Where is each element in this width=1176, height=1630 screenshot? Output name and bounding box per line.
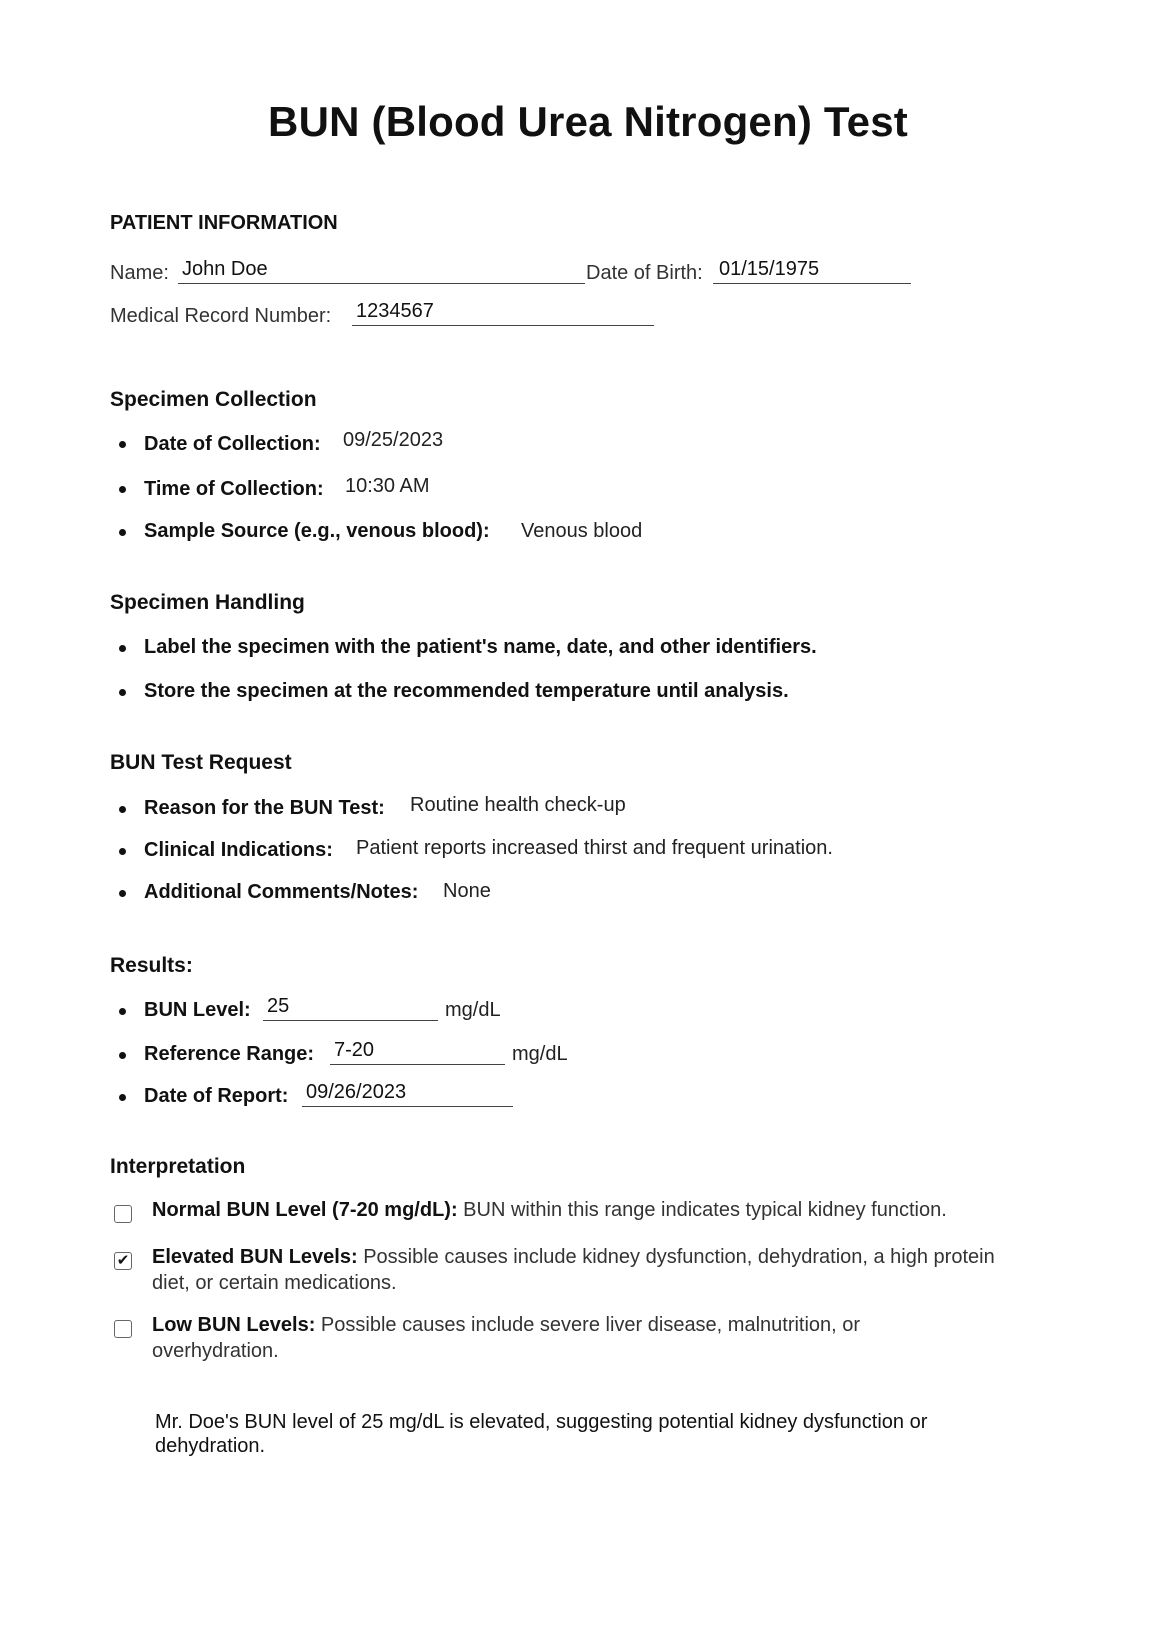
bullet-icon xyxy=(119,806,126,813)
sample-source-label: Sample Source (e.g., venous blood): xyxy=(144,520,490,542)
bun-level-unit: mg/dL xyxy=(445,999,501,1021)
bullet-icon xyxy=(119,486,126,493)
results-heading: Results: xyxy=(110,954,193,977)
report-date-label: Date of Report: xyxy=(144,1085,289,1107)
bullet-icon xyxy=(119,441,126,448)
handling-item: Store the specimen at the recommended temperature until analysis. xyxy=(144,680,789,702)
collection-time-value: 10:30 AM xyxy=(345,475,430,497)
normal-bun-label: Normal BUN Level (7-20 mg/dL): xyxy=(152,1199,458,1221)
bullet-icon xyxy=(119,1008,126,1015)
specimen-collection-heading: Specimen Collection xyxy=(110,388,317,411)
low-bun-label: Low BUN Levels: xyxy=(152,1314,316,1336)
elevated-bun-checkbox[interactable] xyxy=(114,1252,132,1270)
test-request-heading: BUN Test Request xyxy=(110,751,292,774)
dob-field[interactable]: 01/15/1975 xyxy=(713,258,911,284)
low-bun-checkbox[interactable] xyxy=(114,1320,132,1338)
clinical-indications-value: Patient reports increased thirst and frequent urination. xyxy=(356,837,833,859)
collection-date-value: 09/25/2023 xyxy=(343,429,444,451)
patient-info-heading: PATIENT INFORMATION xyxy=(110,212,338,234)
bun-level-label: BUN Level: xyxy=(144,999,251,1021)
comments-value: None xyxy=(443,880,491,902)
clinical-indications-label: Clinical Indications: xyxy=(144,839,333,861)
mrn-field[interactable]: 1234567 xyxy=(352,300,654,326)
interpretation-summary: Mr. Doe's BUN level of 25 mg/dL is elevated, suggesting potential kidney dysfunction or dehydration. xyxy=(155,1411,928,1457)
report-date-field[interactable]: 09/26/2023 xyxy=(302,1081,513,1107)
document-title: BUN (Blood Urea Nitrogen) Test xyxy=(268,98,908,145)
collection-time-label: Time of Collection: xyxy=(144,478,324,500)
normal-bun-text: BUN within this range indicates typical kidney function. xyxy=(463,1199,947,1221)
bullet-icon xyxy=(119,645,126,652)
bullet-icon xyxy=(119,689,126,696)
elevated-bun-label: Elevated BUN Levels: xyxy=(152,1246,358,1268)
bullet-icon xyxy=(119,1052,126,1059)
name-field[interactable]: John Doe xyxy=(178,258,585,284)
bullet-icon xyxy=(119,848,126,855)
check-icon: ✔ xyxy=(116,1252,130,1269)
elevated-bun-option xyxy=(152,1244,1022,1296)
bun-level-field[interactable]: 25 xyxy=(263,995,438,1021)
dob-label: Date of Birth: xyxy=(586,262,703,284)
bullet-icon xyxy=(119,890,126,897)
reason-value: Routine health check-up xyxy=(410,794,626,816)
comments-label: Additional Comments/Notes: xyxy=(144,881,419,903)
handling-item: Label the specimen with the patient's name, date, and other identifiers. xyxy=(144,636,817,658)
low-bun-text: Possible causes include severe liver disease, malnutrition, or overhydration. xyxy=(152,1314,861,1362)
bullet-icon xyxy=(119,529,126,536)
reference-range-label: Reference Range: xyxy=(144,1043,315,1065)
mrn-label: Medical Record Number: xyxy=(110,305,332,327)
low-bun-option xyxy=(152,1312,952,1364)
elevated-bun-text: Possible causes include kidney dysfunction, dehydration, a high protein diet, or certain medications. xyxy=(152,1246,995,1294)
reason-label: Reason for the BUN Test: xyxy=(144,797,385,819)
interpretation-heading: Interpretation xyxy=(110,1155,246,1178)
specimen-handling-heading: Specimen Handling xyxy=(110,591,305,614)
normal-bun-checkbox[interactable] xyxy=(114,1205,132,1223)
collection-date-label: Date of Collection: xyxy=(144,433,321,455)
reference-range-unit: mg/dL xyxy=(512,1043,568,1065)
bullet-icon xyxy=(119,1094,126,1101)
normal-bun-option xyxy=(152,1197,1032,1223)
name-label: Name: xyxy=(110,262,169,284)
sample-source-value: Venous blood xyxy=(521,520,643,542)
reference-range-field[interactable]: 7-20 xyxy=(330,1039,505,1065)
